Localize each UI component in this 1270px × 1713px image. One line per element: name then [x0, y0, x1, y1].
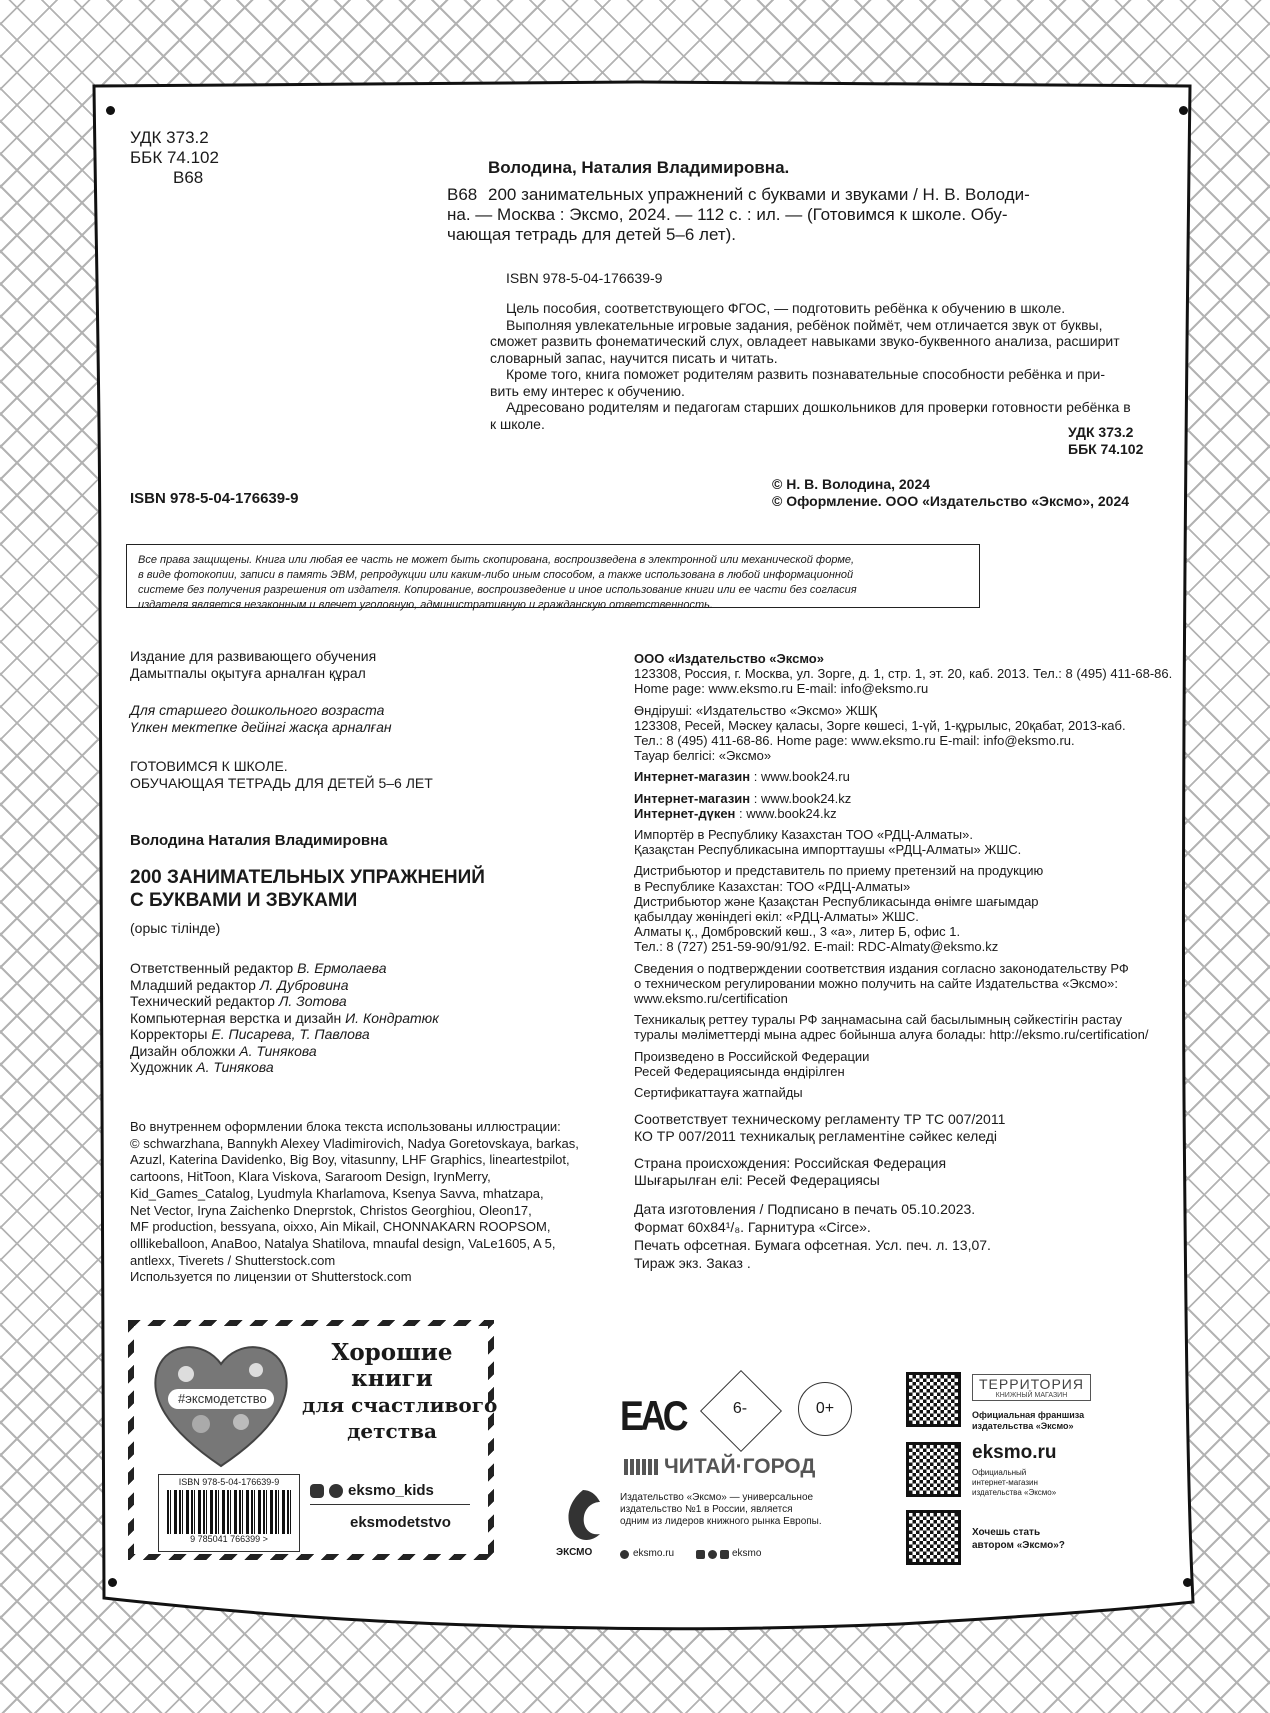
- book-title: 200 ЗАНИМАТЕЛЬНЫХ УПРАЖНЕНИЙ С БУКВАМИ И ЗВУКАМИ: [130, 867, 485, 911]
- qr-code-shop: [906, 1442, 961, 1497]
- territory-caption: Официальная франшиза издательства «Эксмо»: [972, 1410, 1085, 1431]
- author-mark: В68: [173, 168, 204, 187]
- credit-line: Технический редактор Л. Зотова: [130, 993, 347, 1009]
- youtube-icon: [720, 1550, 729, 1559]
- credit-line: Младший редактор Л. Дубровина: [130, 976, 349, 993]
- age-badge-0: 0+: [798, 1382, 852, 1436]
- globe-icon: [620, 1550, 629, 1559]
- stamp-social: eksmo_kids: [310, 1482, 434, 1499]
- shop-caption: Официальный интернет-магазин издательства «Эксмо»: [972, 1468, 1057, 1497]
- language-note: (орыс тілінде): [130, 920, 221, 936]
- barcode-box: [158, 1474, 300, 1552]
- credit-line: Ответственный редактор В. Ермолаева: [130, 960, 387, 976]
- eksmo-logo-icon: [560, 1488, 606, 1544]
- age-badge-6: 6-: [732, 1400, 748, 1417]
- chitai-gorod-logo: ЧИТАЙ·ГОРОД: [624, 1455, 815, 1479]
- telegram-icon: [708, 1550, 717, 1559]
- credit-line: Корректоры Е. Писарева, Т. Павлова: [130, 1026, 370, 1042]
- annotation: Цель пособия, соответствующего ФГОС, — подготовить ребёнка к обучению в школе. Выполняя увлекательные игровые задания, ребёнок поймёт, чем отличается звук от буквы, сможет развить фонематический слух, овладеет навыками звуко-буквенного анализа, расширит словарный запас, научится писать и читать. Кроме того, книга поможет родителям развить познавательные способности ребёнка и при- вить ему интерес к обучению. Адресовано родителям и педагогам старших дошкольников для проверки готовности ребёнка в к школе.: [490, 300, 1131, 432]
- header-isbn: ISBN 978-5-04-176639-9: [506, 270, 663, 286]
- chitai-icon: [624, 1459, 658, 1475]
- eksmo-site: eksmo.ru: [620, 1548, 674, 1560]
- credit-line: Компьютерная верстка и дизайн И. Кондратюк: [130, 1009, 439, 1026]
- copyright: © Н. В. Володина, 2024 © Оформление. ООО «Издательство «Эксмо», 2024: [772, 476, 1130, 509]
- illustrations-credits: Во внутреннем оформлении блока текста использованы иллюстрации: © schwarzhana, Bannykh Alexey Vladimirovich, Nadya Goretovskaya, barkas, Azuzl, Katerina Davidenko, Big Boy, vitasunny, LHF Graphics, lineartestpilot, cartoons, HitToon, Klara Viskova, Sararoom Design, IrynMerry, Kid_Games_Catalog, Lyudmyla Kharlamova, Ksenya Savva, mhatzapa, Net Vector, Iryna Zaichenko Dneprstok, Christos Georghiou, Oleon17, MF production, bessyana, oixxo, Ain Mikail, CHONNAKARN ROOPSOM, olllikeballoon, AnaBoo, Natalya Shatilova, mnaufal design, VaLe1605, A 5, antlexx, Tiverets / Shutterstock.com Используется по лицензии от Shutterstock.com: [130, 1119, 579, 1285]
- udk-code: УДК 373.2: [130, 128, 209, 147]
- pin-top-left: [106, 106, 115, 115]
- shop-title: eksmo.ru: [972, 1442, 1057, 1463]
- author-caption: Хочешь стать автором «Эксмо»?: [972, 1527, 1065, 1551]
- stamp-site: eksmodetstvo: [350, 1514, 451, 1531]
- reglament-info: Соответствует техническому регламенту ТР ТС 007/2011 КО ТР 007/2011 техникалық регламентіне сәйкес келеді: [634, 1111, 1006, 1144]
- print-info: Дата изготовления / Подписано в печать 05.10.2023. Формат 60х84¹/₈. Гарнитура «Circe». Печать офсетная. Бумага офсетная. Усл. печ. л. 13,07. Тираж экз. Заказ .: [634, 1201, 991, 1271]
- qr-code-author: [906, 1510, 961, 1565]
- vk-icon: [310, 1484, 324, 1498]
- hashtag: #эксмодетство: [178, 1391, 267, 1406]
- barcode-number: 9 785041 766399 >: [190, 1534, 268, 1544]
- eksmo-social: eksmo: [696, 1548, 761, 1560]
- call-code: В68: [447, 185, 478, 204]
- stamp-block: [128, 1320, 498, 1560]
- header-author: Володина, Наталия Владимировна.: [488, 158, 790, 177]
- telegram-icon: [329, 1484, 343, 1498]
- udk-left: [130, 128, 219, 188]
- series-info: ГОТОВИМСЯ К ШКОЛЕ. ОБУЧАЮЩАЯ ТЕТРАДЬ ДЛЯ ДЕТЕЙ 5–6 ЛЕТ: [130, 758, 433, 791]
- pin-top-right: [1179, 106, 1188, 115]
- credit-line: Дизайн обложки А. Тинякова: [130, 1042, 317, 1059]
- barcode-bars: [167, 1490, 291, 1534]
- isbn-bold: ISBN 978-5-04-176639-9: [130, 490, 299, 507]
- territory-logo: ТЕРРИТОРИЯ КНИЖНЫЙ МАГАЗИН: [972, 1374, 1091, 1401]
- barcode-isbn: ISBN 978-5-04-176639-9: [178, 1477, 280, 1487]
- credit-line: Художник А. Тинякова: [130, 1059, 274, 1075]
- udk-right: УДК 373.2 ББК 74.102: [1068, 424, 1144, 457]
- biblio-description: 200 занимательных упражнений с буквами и звуками / Н. В. Володи- на. — Москва : Эксмо, 2024. — 112 с. : ил. — (Готовимся к школе. Обу- чающая тетрадь для детей 5–6 лет).: [447, 185, 1030, 244]
- pin-bottom-left: [108, 1578, 117, 1587]
- slogan: Хорошие книги для счастливого детства: [302, 1339, 498, 1443]
- vk-icon: [696, 1550, 705, 1559]
- bbk-code: ББК 74.102: [130, 148, 219, 167]
- credits-list: [130, 960, 439, 1076]
- eksmo-blurb: Издательство «Эксмо» — универсальное издательство №1 в России, является одним из лидеров книжного рынка Европы.: [620, 1492, 822, 1527]
- publisher-info: ООО «Издательство «Эксмо» 123308, Россия, г. Москва, ул. Зорге, д. 1, стр. 1, эт. 20, каб. 2013. Тел.: 8 (495) 411-68-86. Home page: www.eksmo.ru E-mail: info@eksmo.ru Өндіруші: «Издательство «Эксмо» ЖШҚ 123308, Ресей, Мәскеу қаласы, Зорге көшесі, 1-үй, 1-құрылыс, 20қабат, 2013-каб. Тел.: 8 (495) 411-68-86. Home page: www.eksmo.ru E-mail: info@eksmo.ru. Тауар белгісі: «Эксмо» Интернет-магазин : www.book24.ru Интернет-магазин : www.book24.kz Интернет-дүкен : www.book24.kz Импортёр в Республику Казахстан ТОО «РДЦ-Алматы». Қазақстан Республикасына импорттаушы «РДЦ-Алматы» ЖШС. Дистрибьютор и представитель по приему претензий на продукцию в Республике Казахстан: ТОО «РДЦ-Алматы» Дистрибьютор және Қазақстан Республикасында өнімге шағымдар қабылдау жөніндегі өкіл: «РДЦ-Алматы» ЖШС. Алматы қ., Домбровский көш., 3 «а», литер Б, офис 1. Тел.: 8 (727) 251-59-90/91/92. E-mail: RDC-Almaty@eksmo.kz Сведения о подтверждении соответствия издания согласно законодательству РФ о техническом регулировании можно получить на сайте Издательства «Эксмо»: www.eksmo.ru/certification Техникалық реттеу туралы РФ заңнамасына сай басылымның сәйкестігін растау туралы мәліметтерді мына адрес бойынша алуға болады: http://eksmo.ru/certification/ Произведено в Российской Федерации Ресей Федерациясында өндірілген Сертификаттауға жатпайды: [634, 651, 1173, 1101]
- author-name: Володина Наталия Владимировна: [130, 832, 388, 849]
- eksmo-name: ЭКСМО: [556, 1547, 593, 1558]
- qr-code-territory: [906, 1372, 961, 1427]
- pin-bottom-right: [1183, 1578, 1192, 1587]
- rights-notice-box: Все права защищены. Книга или любая ее часть не может быть скопирована, воспроизведена в электронной или механической форме, в виде фотокопии, записи в память ЭВМ, репродукции или каким-либо иным способом, а также использована в любой информационной системе без получения разрешения от издателя. Копирование, воспроизведение и иное использование книги или ее части без согласия издателя является незаконным и влечет уголовную, административную и гражданскую ответственность.: [126, 544, 980, 608]
- origin-info: Страна происхождения: Российская Федерация Шығарылған елі: Ресей Федерациясы: [634, 1155, 947, 1188]
- eac-mark: EAC: [620, 1392, 686, 1439]
- edition-info: Издание для развивающего обучения Дамытпалы оқытуға арналған құрал: [130, 648, 377, 681]
- age-info: Для старшего дошкольного возраста Үлкен мектепке дейінгі жасқа арналған: [130, 702, 392, 735]
